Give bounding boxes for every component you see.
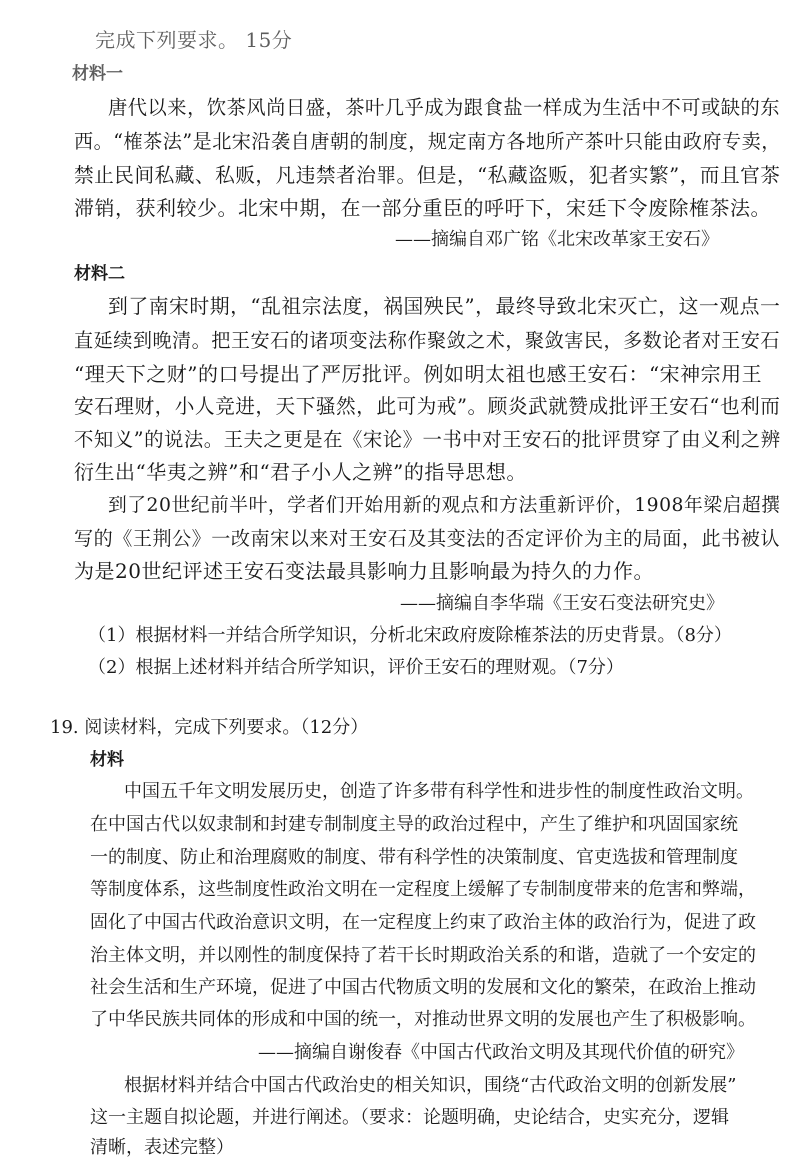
material-two-line: 不知义”的说法。王夫之更是在《宋论》一书中对王安石的批评贯穿了由义利之辨	[74, 428, 781, 451]
material-one-line: 禁止民间私藏、私贩，凡违禁者治罪。但是，“私藏盗贩，犯者实繁”，而且官茶	[74, 164, 781, 187]
q19-task-line: 根据材料并结合中国古代政治史的相关知识，围绕“古代政治文明的创新发展”	[124, 1075, 737, 1096]
q19-material-line: 中国五千年文明发展历史，创造了许多带有科学性和进步性的制度性政治文明。	[124, 781, 754, 802]
q19-material-line: 固化了中国古代政治意识文明，在一定程度上约束了政治主体的政治行为，促进了政	[90, 912, 756, 933]
question-two: （2）根据上述材料并结合所学知识，评价王安石的理财观。（7分）	[88, 657, 624, 678]
q19-task-line: 清晰，表述完整）	[90, 1137, 234, 1158]
question-header: 完成下列要求。 15分	[95, 28, 293, 52]
q19-material-line: 一的制度、防止和治理腐败的制度、带有科学性的决策制度、官吏选拔和管理制度	[90, 847, 738, 868]
q19-task-line: 这一主题自拟论题，并进行阐述。（要求：论题明确，史论结合，史实充分，逻辑	[90, 1107, 729, 1128]
material-one-source: ——摘编自邓广铭《北宋改革家王安石》	[395, 229, 719, 250]
material-one-line: 西。“榷茶法”是北宋沿袭自唐朝的制度，规定南方各地所产茶叶只能由政府专卖，	[74, 130, 781, 153]
material-two-line: 衍生出“华夷之辨”和“君子小人之辨”的指导思想。	[74, 460, 527, 484]
q19-material-line: 等制度体系，这些制度性政治文明在一定程度上缓解了专制制度带来的危害和弊端，	[90, 879, 756, 900]
material-one-line: 唐代以来，饮茶风尚日盛，茶叶几乎成为跟食盐一样成为生活中不可或缺的东	[108, 96, 781, 119]
q19-material-line: 了中华民族共同体的形成和中国的统一，对推动世界文明的发展也产生了积极影响。	[90, 1009, 756, 1030]
material-two-line: “理天下之财”的口号提出了严厉批评。例如明太祖也感王安石：“宋神宗用王	[74, 362, 763, 386]
material-two-line: 到了20世纪前半叶，学者们开始用新的观点和方法重新评价，1908年梁启超撰	[108, 495, 781, 516]
q19-material-line: 治主体文明，并以刚性的制度保持了若干长时期政治关系的和谐，造就了一个安定的	[90, 945, 756, 966]
material-one-line: 滞销，获利较少。北宋中期，在一部分重臣的呼吁下，宋廷下令废除榷茶法。	[74, 196, 771, 220]
q19-material-line: 在中国古代以奴隶制和封建专制制度主导的政治过程中，产生了维护和巩固国家统	[90, 814, 738, 835]
q19-source: ——摘编自谢俊春《中国古代政治文明及其现代价值的研究》	[258, 1042, 744, 1063]
material-two-line: 直延续到晚清。把王安石的诸项变法称作聚敛之术，聚敛害民，多数论者对王安石	[74, 329, 780, 352]
material-two-line: 为是20世纪评述王安石变法最具影响力且影响最为持久的力作。	[74, 559, 654, 583]
q19-material-label: 材料	[90, 750, 124, 770]
material-two-line: 到了南宋时期，“乱祖宗法度，祸国殃民”，最终导致北宋灭亡，这一观点一	[108, 295, 781, 318]
q19-material-line: 社会生活和生产环境，促进了中国古代物质文明的发展和文化的繁荣，在政治上推动	[90, 977, 756, 998]
material-two-line: 安石理财，小人竞进，天下骚然，此可为戒”。顾炎武就赞成批评王安石“也利而	[74, 395, 781, 418]
q19-title: 19. 阅读材料，完成下列要求。（12分）	[50, 717, 369, 738]
material-one-label: 材料一	[72, 64, 123, 84]
question-one: （1）根据材料一并结合所学知识，分析北宋政府废除榷茶法的历史背景。（8分）	[88, 625, 732, 646]
material-two-label: 材料二	[74, 264, 125, 284]
material-two-line: 写的《王荆公》一改南宋以来对王安石及其变法的否定评价为主的局面，此书被认	[74, 527, 780, 550]
material-two-source: ——摘编自李华瑞《王安石变法研究史》	[400, 593, 724, 614]
